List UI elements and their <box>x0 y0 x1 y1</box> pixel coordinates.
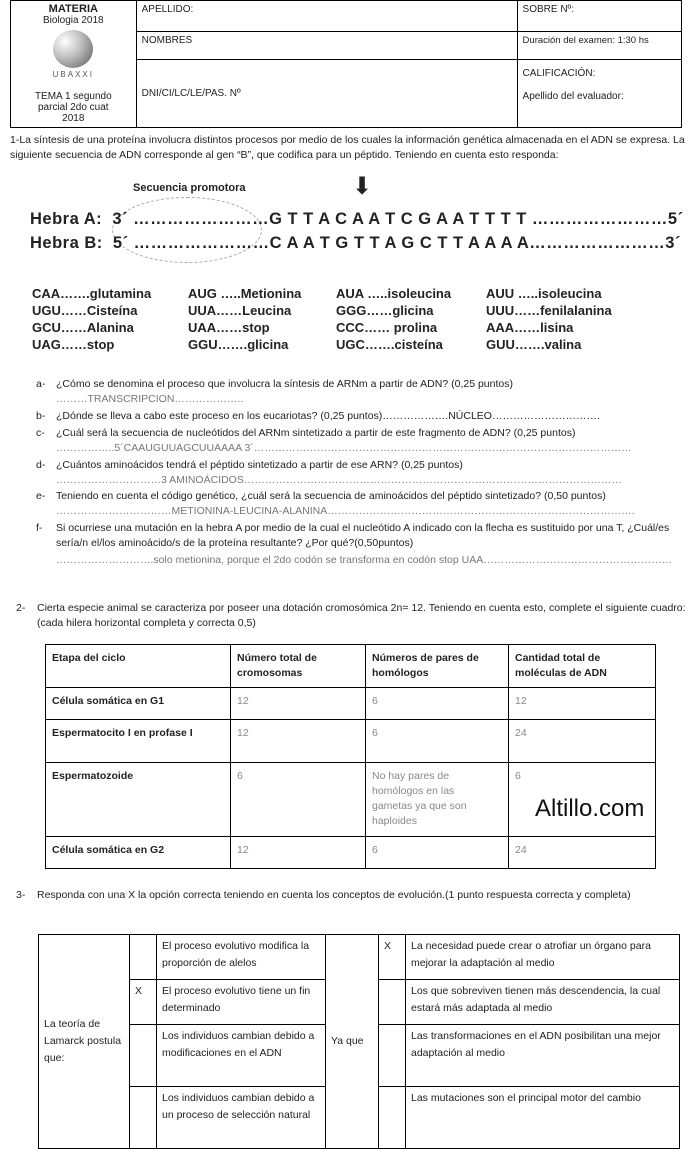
q3-label: 3- <box>16 889 26 901</box>
option-text: Las transformaciones en el ADN posibilitan una mejor adaptación al medio <box>406 1025 680 1087</box>
codon-cell: UAG……stop <box>32 337 115 352</box>
q1f-label: f- <box>36 522 43 534</box>
codon-cell: UUA……Leucina <box>188 303 292 318</box>
table-header: Número total de cromosomas <box>231 645 366 688</box>
check-box[interactable] <box>379 980 406 1025</box>
table-cell[interactable]: 6 <box>366 688 509 720</box>
apellido-field[interactable]: APELLIDO: <box>136 1 517 32</box>
check-box[interactable] <box>379 1087 406 1149</box>
q1c-question: ¿Cuál será la secuencia de nucleótidos del ARNm sintetizado a partir de este fragmento de ADN? (0,25 puntos) <box>56 427 576 439</box>
q1e-answer: ……………………………METIONINA-LEUCINA-ALANINA……………………………………………………………………………. <box>56 505 635 517</box>
nombres-field[interactable]: NOMBRES <box>136 32 517 60</box>
q1b-label: b- <box>36 410 46 422</box>
table-cell[interactable]: 12 <box>509 688 656 720</box>
table-cell[interactable]: 12 <box>231 720 366 763</box>
table-cell[interactable]: 24 <box>509 720 656 763</box>
cell-cycle-table <box>45 644 656 869</box>
codon-cell: UAA……stop <box>188 320 270 335</box>
q1b-question: ¿Dónde se lleva a cabo este proceso en los eucariotas? (0,25 puntos)……………….NÚCLEO…………………………. <box>56 410 600 422</box>
codon-cell: UGU……Cisteína <box>32 303 138 318</box>
q3-intro: Responda con una X la opción correcta teniendo en cuenta los conceptos de evolución.(1 punto respuesta correcta y completa) <box>37 889 631 901</box>
q1c-label: c- <box>36 427 45 439</box>
ya-que-label: Ya que <box>326 935 379 1149</box>
table-cell[interactable]: 6 <box>366 837 509 869</box>
codon-row <box>32 285 612 302</box>
materia-label: MATERIA <box>48 3 98 15</box>
codon-cell: UGC…….cisteína <box>336 337 443 352</box>
materia-cell <box>11 1 137 128</box>
dni-field[interactable]: DNI/CI/LC/LE/PAS. Nº <box>136 60 517 128</box>
table-row <box>46 720 656 763</box>
hebra-b: Hebra B: 5´ ……………………C A A T G T T A G C T T A A A A……………………3´ <box>30 234 681 252</box>
table-cell: Célula somática en G2 <box>46 837 231 869</box>
table-row <box>46 837 656 869</box>
q2-intro: Cierta especie animal se caracteriza por poseer una dotación cromosómica 2n= 12. Teniendo en cuenta esto, complete el siguiente cuadro: (cada hilera horizontal completa y correcta 0,5) <box>37 602 686 629</box>
promotor-ellipse <box>112 197 262 263</box>
tema-text: TEMA 1 segundo parcial 2do cuat 2018 <box>34 91 112 124</box>
q1e-label: e- <box>36 490 46 502</box>
hebra-a: Hebra A: 3´ ……………………G T T A C A A T C G A A T T T T ……………………5´ <box>30 210 684 228</box>
option-text: Los individuos cambian debido a modificaciones en el ADN <box>157 1025 326 1087</box>
q1c-answer: ……………..5´CAAUGUUAGCUUAAAA 3´……………………………………………………………………………………………… <box>56 442 632 454</box>
promotor-label: Secuencia promotora <box>133 182 246 194</box>
check-box[interactable] <box>130 1087 157 1149</box>
codon-row <box>32 319 612 336</box>
q1f-question: Si ocurriese una mutación en la hebra A por medio de la cual el nucleótido A indicado con la flecha es sustituido por una T, ¿Cuál/es sería/n el/los aminoácido/s de la proteína resultante? ¿Por qué?(0,50puntos) <box>56 522 670 549</box>
table-header: Etapa del ciclo <box>46 645 231 688</box>
option-text: Los individuos cambian debido a un proceso de selección natural <box>157 1087 326 1149</box>
codon-cell: AUU …..isoleucina <box>486 286 602 301</box>
option-text: El proceso evolutivo tiene un fin determinado <box>157 980 326 1025</box>
lamarck-table <box>38 934 680 1149</box>
table-header-row <box>46 645 656 688</box>
codon-cell: CCC…… prolina <box>336 320 438 335</box>
table-cell[interactable]: 6 <box>509 763 656 837</box>
codon-cell: AUA …..isoleucina <box>336 286 452 301</box>
codon-cell: CAA…….glutamina <box>32 286 152 301</box>
calificacion-label: CALIFICACIÓN: <box>522 68 596 79</box>
calificacion-cell <box>517 60 681 128</box>
table-cell[interactable]: No hay pares de homólogos en las gametas ya que son haploides <box>366 763 509 837</box>
lamarck-lead: La teoría de Lamarck postula que: <box>39 935 130 1149</box>
codon-cell: GCU……Alanina <box>32 320 134 335</box>
table-cell: Espermatozoide <box>46 763 231 837</box>
table-row <box>39 935 680 980</box>
evaluador-label: Apellido del evaluador: <box>522 91 624 102</box>
exam-header <box>10 0 682 128</box>
codon-table <box>32 285 612 353</box>
codon-cell: AAA……lisina <box>486 320 574 335</box>
watermark: Altillo.com <box>535 795 645 822</box>
check-box[interactable] <box>130 935 157 980</box>
q1a-answer: ………TRANSCRIPCION……………….. <box>56 393 244 405</box>
q1e-question: Teniendo en cuenta el código genético, ¿cuál será la secuencia de aminoácidos del péptido sintetizado? (0,50 puntos) <box>56 490 606 502</box>
q1d-answer: …………………………3 AMINOÁCIDOS……………………………………………………………………………………………… <box>56 474 622 486</box>
sobre-field[interactable]: SOBRE Nº: <box>517 1 681 32</box>
codon-row <box>32 336 612 353</box>
mutation-arrow: ⬇ <box>352 173 373 200</box>
check-box[interactable] <box>130 1025 157 1087</box>
q1f-answer: ……………………….solo metionina, porque el 2do codón se transforma en codón stop UAA……………………………………………… <box>56 554 673 566</box>
table-cell[interactable]: 6 <box>231 763 366 837</box>
table-cell[interactable]: 12 <box>231 837 366 869</box>
table-cell: Espermatocito I en profase I <box>46 720 231 763</box>
q1-intro: 1-La síntesis de una proteína involucra distintos procesos por medio de los cuales la información genética almacenada en el ADN se expresa. La siguiente secuencia de ADN corresponde al gen “B”, que codifica para un péptido. Teniendo en cuenta esto responda: <box>10 134 685 161</box>
ubaxxi-logo <box>53 30 93 68</box>
check-box[interactable]: X <box>379 935 406 980</box>
codon-cell: GGU…….glicina <box>188 337 289 352</box>
codon-cell: UUU……fenilalanina <box>486 303 612 318</box>
option-text: Las mutaciones son el principal motor del cambio <box>406 1087 680 1149</box>
codon-cell: GGG……glicina <box>336 303 434 318</box>
table-header: Cantidad total de moléculas de ADN <box>509 645 656 688</box>
table-cell: Célula somática en G1 <box>46 688 231 720</box>
duracion-text: Duración del examen: 1:30 hs <box>517 32 681 60</box>
option-text: Los que sobreviven tienen más descendencia, la cual estará más adaptada al medio <box>406 980 680 1025</box>
check-box[interactable]: X <box>130 980 157 1025</box>
brand-text: UBAXXI <box>52 70 94 79</box>
table-cell[interactable]: 24 <box>509 837 656 869</box>
option-text: La necesidad puede crear o atrofiar un órgano para mejorar la adaptación al medio <box>406 935 680 980</box>
table-cell[interactable]: 6 <box>366 720 509 763</box>
check-box[interactable] <box>379 1025 406 1087</box>
option-text: El proceso evolutivo modifica la proporción de alelos <box>157 935 326 980</box>
q1d-question: ¿Cuántos aminoácidos tendrá el péptido sintetizado a partir de ese ARN? (0,25 puntos) <box>56 459 463 471</box>
q1a-label: a- <box>36 378 46 390</box>
materia-value: Biologia 2018 <box>43 15 104 26</box>
codon-row <box>32 302 612 319</box>
table-row <box>46 688 656 720</box>
q1a-question: ¿Cómo se denomina el proceso que involucra la síntesis de ARNm a partir de ADN? (0,25 puntos) <box>56 378 513 390</box>
q2-label: 2- <box>16 602 26 614</box>
q1d-label: d- <box>36 459 46 471</box>
table-cell[interactable]: 12 <box>231 688 366 720</box>
codon-cell: GUU…….valina <box>486 337 582 352</box>
table-header: Números de pares de homólogos <box>366 645 509 688</box>
codon-cell: AUG …..Metionina <box>188 286 302 301</box>
